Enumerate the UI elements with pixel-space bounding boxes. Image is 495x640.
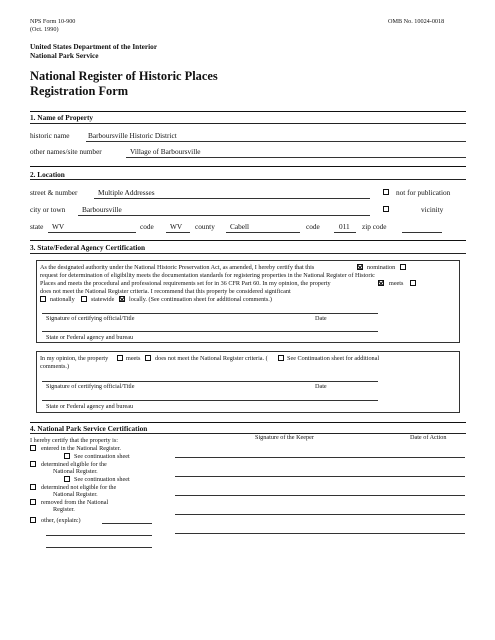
- removed-label-2: Register.: [53, 506, 75, 513]
- see-continuation-label-2: See continuation sheet: [74, 476, 130, 483]
- form-date: (Oct. 1990): [30, 26, 59, 33]
- section-divider: [30, 433, 466, 434]
- opinion-continuation-label: See Continuation sheet for additional: [287, 355, 380, 362]
- other-explain-line: [46, 535, 152, 536]
- vicinity-checkbox[interactable]: [383, 206, 389, 212]
- removed-checkbox[interactable]: [30, 499, 36, 505]
- section-2-heading: 2. Location: [30, 170, 65, 179]
- cert-text-line-4: does not meet the National Register criteria. I recommend that this property be considered significant: [40, 288, 291, 295]
- section-divider: [30, 179, 466, 180]
- street-underline: [94, 198, 370, 199]
- section-divider: [30, 240, 466, 241]
- street-field[interactable]: Multiple Addresses: [98, 188, 155, 197]
- form-title-line-1: National Register of Historic Places: [30, 69, 218, 83]
- historic-name-label: historic name: [30, 131, 70, 140]
- locally-checkbox[interactable]: [119, 296, 125, 302]
- does-not-meet-checkbox[interactable]: [410, 280, 416, 286]
- vicinity-label: vicinity: [421, 205, 444, 214]
- opinion-meets-checkbox[interactable]: [117, 355, 123, 361]
- locally-label: locally. (See continuation sheet for additional comments.): [129, 296, 272, 303]
- meets-checkbox[interactable]: [378, 280, 384, 286]
- county-underline: [226, 232, 300, 233]
- request-checkbox[interactable]: [400, 264, 406, 270]
- section-divider: [30, 422, 466, 423]
- cert-text-line-3: Places and meets the procedural and professional requirements set for in 36 CFR Part 60. In my opinion, the property: [40, 280, 331, 287]
- keeper-signature-line[interactable]: [175, 533, 465, 534]
- removed-label: removed from the National: [41, 499, 109, 506]
- keeper-signature-line[interactable]: [175, 495, 465, 496]
- nomination-label: nomination: [367, 264, 396, 271]
- state-underline: [48, 232, 136, 233]
- see-continuation-checkbox-2[interactable]: [64, 476, 70, 482]
- determined-eligible-label: determined eligible for the: [41, 461, 107, 468]
- city-label: city or town: [30, 205, 66, 214]
- bureau-line: [42, 331, 378, 332]
- determined-not-eligible-label: determined not eligible for the: [41, 484, 117, 491]
- city-field[interactable]: Barboursville: [82, 205, 122, 214]
- form-title-line-2: Registration Form: [30, 84, 129, 98]
- other-names-label: other names/site number: [30, 147, 102, 156]
- opinion-not-meet-label: does not meet the National Register criteria. (: [155, 355, 268, 362]
- section-3-heading: 3. State/Federal Agency Certification: [30, 243, 146, 252]
- determined-eligible-label-2: National Register.: [53, 468, 98, 475]
- other-checkbox[interactable]: [30, 517, 36, 523]
- agency-line-1: United States Department of the Interior: [30, 42, 158, 51]
- opinion-text: In my opinion, the property: [40, 355, 109, 362]
- determined-not-eligible-label-2: National Register.: [53, 491, 98, 498]
- see-continuation-checkbox-1[interactable]: [64, 453, 70, 459]
- determined-eligible-checkbox[interactable]: [30, 461, 36, 467]
- cert-text-line-2: request for determination of eligibility meets the documentation standards for registering properties in the National Register of Historic: [40, 272, 375, 279]
- determined-not-eligible-checkbox[interactable]: [30, 484, 36, 490]
- keeper-signature-label: Signature of the Keeper: [255, 434, 314, 441]
- state-field[interactable]: WV: [52, 222, 65, 231]
- section-1-heading: 1. Name of Property: [30, 113, 94, 122]
- county-code-label: code: [306, 222, 320, 231]
- state-code-label: code: [140, 222, 154, 231]
- bureau-line-2: [42, 400, 378, 401]
- signature-line-2: [42, 381, 378, 382]
- other-explain-line: [102, 523, 152, 524]
- nps-intro: I hereby certify that the property is:: [30, 437, 118, 444]
- meets-label: meets: [389, 280, 404, 287]
- nomination-checkbox[interactable]: [357, 264, 363, 270]
- historic-name-field[interactable]: Barboursville Historic District: [88, 131, 177, 140]
- form-number: NPS Form 10-900: [30, 18, 76, 25]
- county-field[interactable]: Cabell: [230, 222, 250, 231]
- not-for-publication-checkbox[interactable]: [383, 189, 389, 195]
- signature-line: [42, 313, 378, 314]
- state-label: state: [30, 222, 44, 231]
- entered-checkbox[interactable]: [30, 445, 36, 451]
- entered-label: entered in the National Register.: [41, 445, 121, 452]
- statewide-label: statewide: [91, 296, 115, 303]
- not-for-publication-label: not for publication: [396, 188, 451, 197]
- state-code-underline: [166, 232, 190, 233]
- county-code-field[interactable]: 011: [339, 222, 350, 231]
- cert-text-line-1: As the designated authority under the National Historic Preservation Act, as amended, I hereby certify that this: [40, 264, 315, 271]
- opinion-continuation-checkbox[interactable]: [278, 355, 284, 361]
- other-label: other, (explain:): [41, 517, 81, 524]
- signature-label: Signature of certifying official/Title: [46, 315, 135, 322]
- section-divider: [30, 123, 466, 124]
- street-label: street & number: [30, 188, 78, 197]
- bureau-label: State or Federal agency and bureau: [46, 334, 134, 341]
- county-label: county: [195, 222, 215, 231]
- other-explain-line: [46, 547, 152, 548]
- keeper-signature-line[interactable]: [175, 476, 465, 477]
- nationally-label: nationally: [50, 296, 75, 303]
- keeper-signature-line[interactable]: [175, 514, 465, 515]
- zip-underline: [402, 232, 442, 233]
- date-label: Date: [315, 315, 327, 322]
- statewide-checkbox[interactable]: [81, 296, 87, 302]
- section-divider: [30, 111, 466, 112]
- opinion-comments: comments.): [40, 363, 70, 370]
- other-names-underline: [126, 157, 466, 158]
- state-code-field[interactable]: WV: [170, 222, 183, 231]
- section-4-heading: 4. National Park Service Certification: [30, 424, 148, 433]
- section-divider: [30, 253, 466, 254]
- county-code-underline: [334, 232, 356, 233]
- other-names-field[interactable]: Village of Barboursville: [130, 147, 201, 156]
- opinion-not-meet-checkbox[interactable]: [145, 355, 151, 361]
- date-of-action-label: Date of Action: [410, 434, 447, 441]
- agency-line-2: National Park Service: [30, 51, 99, 60]
- nationally-checkbox[interactable]: [40, 296, 46, 302]
- zip-label: zip code: [362, 222, 387, 231]
- city-underline: [78, 215, 370, 216]
- see-continuation-label-1: See continuation sheet: [74, 453, 130, 460]
- date-label-2: Date: [315, 383, 327, 390]
- omb-number: OMB No. 10024-0018: [388, 18, 445, 25]
- signature-label-2: Signature of certifying official/Title: [46, 383, 135, 390]
- historic-name-underline: [86, 141, 466, 142]
- section-divider: [30, 166, 466, 167]
- keeper-signature-line[interactable]: [175, 457, 465, 458]
- bureau-label-2: State or Federal agency and bureau: [46, 403, 134, 410]
- opinion-meets-label: meets: [126, 355, 141, 362]
